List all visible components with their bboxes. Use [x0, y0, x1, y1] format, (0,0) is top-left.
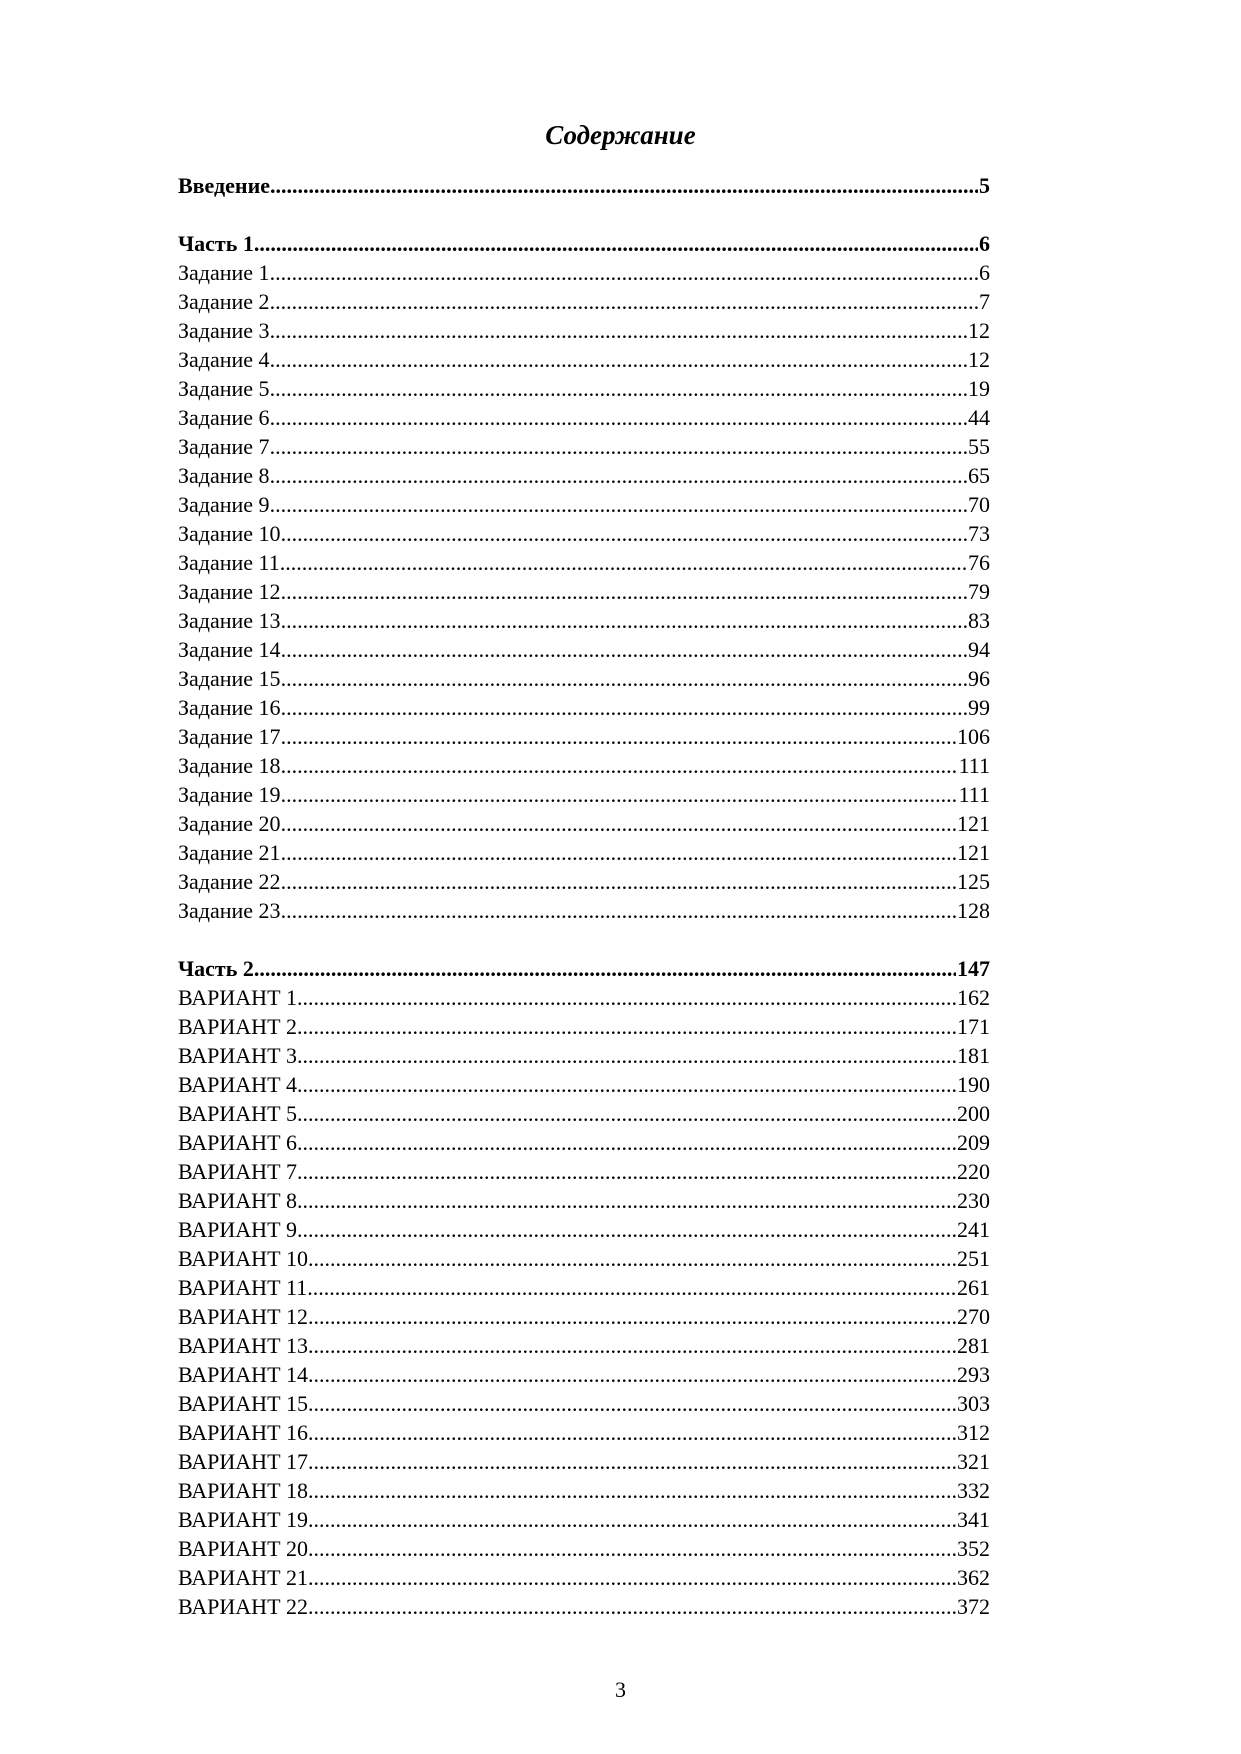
toc-entry-label: Задание 14 — [178, 637, 281, 662]
toc-entry-variant[interactable] — [178, 1099, 990, 1128]
toc-entry-variant[interactable] — [178, 1302, 990, 1331]
toc-entry-task[interactable] — [178, 751, 990, 780]
toc-entry-label: Задание 11 — [178, 550, 280, 575]
toc-entry-page: 65 — [968, 463, 990, 488]
dot-leader — [308, 1534, 956, 1563]
toc-entry-label: ВАРИАНТ 22 — [178, 1594, 309, 1619]
toc-entry-label: ВАРИАНТ 6 — [178, 1130, 298, 1155]
toc-entry-page: 147 — [957, 956, 990, 981]
toc-entry-page: 181 — [957, 1043, 990, 1068]
dot-leader — [270, 490, 967, 519]
dot-leader — [297, 1128, 956, 1157]
dot-leader — [308, 1563, 956, 1592]
toc-entry-label: Задание 21 — [178, 840, 281, 865]
toc-entry-task[interactable] — [178, 548, 990, 577]
toc-entry-label: ВАРИАНТ 5 — [178, 1101, 298, 1126]
toc-entry-label: ВАРИАНТ 20 — [178, 1536, 309, 1561]
toc-entry-page: 209 — [957, 1130, 990, 1155]
toc-entry-label: Задание 23 — [178, 898, 281, 923]
dot-leader — [297, 1157, 956, 1186]
toc-entry-page: 19 — [968, 376, 990, 401]
toc-entry-page: 321 — [957, 1449, 990, 1474]
toc-entry-variant[interactable] — [178, 1157, 990, 1186]
dot-leader — [270, 432, 967, 461]
dot-leader — [308, 1389, 956, 1418]
dot-leader — [308, 1592, 956, 1621]
toc-entry-label: Часть 2 — [178, 956, 254, 981]
toc-entry-variant[interactable] — [178, 1360, 990, 1389]
toc-entry-label: ВАРИАНТ 7 — [178, 1159, 298, 1184]
toc-entry-task[interactable] — [178, 519, 990, 548]
toc-entry-page: 99 — [968, 695, 990, 720]
toc-entry-task[interactable] — [178, 316, 990, 345]
toc-entry-label: ВАРИАНТ 9 — [178, 1217, 298, 1242]
dot-leader — [308, 1360, 956, 1389]
toc-entry-label: Задание 2 — [178, 289, 270, 314]
toc-entry-page: 73 — [968, 521, 990, 546]
toc-entry-label: ВАРИАНТ 17 — [178, 1449, 309, 1474]
toc-entry-task[interactable] — [178, 664, 990, 693]
toc-entry-variant[interactable] — [178, 983, 990, 1012]
toc-entry-label: Часть 1 — [178, 231, 254, 256]
toc-entry-label: Задание 12 — [178, 579, 281, 604]
toc-entry-task[interactable] — [178, 374, 990, 403]
toc-entry-label: ВАРИАНТ 16 — [178, 1420, 309, 1445]
toc-entry-page: 293 — [957, 1362, 990, 1387]
toc-entry-page: 121 — [957, 811, 990, 836]
dot-leader — [281, 722, 956, 751]
dot-leader — [281, 780, 958, 809]
toc-entry-label: ВАРИАНТ 13 — [178, 1333, 309, 1358]
toc-entry-page: 241 — [957, 1217, 990, 1242]
toc-heading-part-2[interactable] — [178, 954, 990, 983]
toc-entry-task[interactable] — [178, 867, 990, 896]
dot-leader — [281, 664, 967, 693]
dot-leader — [281, 577, 967, 606]
toc-entry-label: ВАРИАНТ 2 — [178, 1014, 298, 1039]
toc-entry-page: 83 — [968, 608, 990, 633]
toc-entry-label: ВАРИАНТ 4 — [178, 1072, 298, 1097]
toc-entry-page: 190 — [957, 1072, 990, 1097]
dot-leader — [281, 519, 967, 548]
dot-leader — [270, 258, 978, 287]
toc-entry-label: ВАРИАНТ 1 — [178, 985, 298, 1010]
toc-entry-page: 270 — [957, 1304, 990, 1329]
dot-leader — [270, 403, 967, 432]
dot-leader — [281, 635, 967, 664]
toc-entry-label: Задание 15 — [178, 666, 281, 691]
dot-leader — [254, 229, 978, 258]
toc-heading-part-1[interactable] — [178, 229, 990, 258]
toc-entry-label: Задание 18 — [178, 753, 281, 778]
toc-entry-variant[interactable] — [178, 1012, 990, 1041]
dot-leader — [308, 1505, 956, 1534]
toc-entry-page: 251 — [957, 1246, 990, 1271]
dot-leader — [281, 809, 956, 838]
toc-entry-page: 12 — [968, 318, 990, 343]
dot-leader — [307, 1273, 956, 1302]
toc-entry-label: ВАРИАНТ 11 — [178, 1275, 308, 1300]
toc-list-part-2 — [178, 983, 990, 1621]
toc-entry-page: 125 — [957, 869, 990, 894]
toc-entry-page: 96 — [968, 666, 990, 691]
toc-entry-task[interactable] — [178, 780, 990, 809]
dot-leader — [270, 374, 967, 403]
toc-entry-label: ВАРИАНТ 14 — [178, 1362, 309, 1387]
dot-leader — [297, 1070, 956, 1099]
toc-entry-task[interactable] — [178, 606, 990, 635]
toc-entry-task[interactable] — [178, 809, 990, 838]
toc-entry-variant[interactable] — [178, 1215, 990, 1244]
dot-leader — [270, 461, 967, 490]
toc-entry-label: ВАРИАНТ 21 — [178, 1565, 309, 1590]
toc-entry-page: 70 — [968, 492, 990, 517]
toc-entry-page: 12 — [968, 347, 990, 372]
toc-entry-page: 111 — [958, 782, 990, 807]
dot-leader — [308, 1331, 956, 1360]
toc-entry-page: 76 — [968, 550, 990, 575]
toc-entry-page: 372 — [957, 1594, 990, 1619]
toc-entry-label: Задание 6 — [178, 405, 270, 430]
toc-entry-variant[interactable] — [178, 1244, 990, 1273]
toc-entry-page: 7 — [979, 289, 990, 314]
toc-entry-task[interactable] — [178, 287, 990, 316]
dot-leader — [270, 345, 967, 374]
toc-entry-label: Задание 19 — [178, 782, 281, 807]
toc-entry-page: 128 — [957, 898, 990, 923]
toc-entry-page: 332 — [957, 1478, 990, 1503]
dot-leader — [308, 1244, 956, 1273]
toc-entry-task[interactable] — [178, 403, 990, 432]
toc-entry-label: Задание 7 — [178, 434, 270, 459]
dot-leader — [270, 316, 967, 345]
dot-leader — [297, 1041, 956, 1070]
toc-entry-variant[interactable] — [178, 1070, 990, 1099]
toc-entry-task[interactable] — [178, 345, 990, 374]
dot-leader — [281, 693, 967, 722]
page-title: Содержание — [545, 120, 696, 150]
toc-entry-task[interactable] — [178, 722, 990, 751]
toc-entry-label: Задание 4 — [178, 347, 270, 372]
dot-leader — [281, 838, 956, 867]
dot-leader — [297, 1012, 956, 1041]
toc-entry-label: ВАРИАНТ 8 — [178, 1188, 298, 1213]
toc-entry-intro[interactable] — [178, 171, 990, 200]
toc-entry-variant[interactable] — [178, 1418, 990, 1447]
toc-entry-label: ВАРИАНТ 12 — [178, 1304, 309, 1329]
toc-entry-page: 121 — [957, 840, 990, 865]
toc-entry-page: 281 — [957, 1333, 990, 1358]
toc-entry-task[interactable] — [178, 432, 990, 461]
toc-entry-label: Задание 20 — [178, 811, 281, 836]
toc-entry-label: Задание 8 — [178, 463, 270, 488]
toc-entry-page: 312 — [957, 1420, 990, 1445]
toc-entry-label: Задание 1 — [178, 260, 270, 285]
toc-entry-task[interactable] — [178, 896, 990, 925]
toc-entry-page: 200 — [957, 1101, 990, 1126]
dot-leader — [297, 1099, 956, 1128]
dot-leader — [297, 983, 956, 1012]
toc-entry-page: 362 — [957, 1565, 990, 1590]
toc-entry-task[interactable] — [178, 838, 990, 867]
toc-entry-variant[interactable] — [178, 1447, 990, 1476]
toc-entry-task[interactable] — [178, 461, 990, 490]
toc-entry-label: Задание 17 — [178, 724, 281, 749]
toc-entry-task[interactable] — [178, 577, 990, 606]
dot-leader — [308, 1302, 956, 1331]
toc-entry-page: 171 — [957, 1014, 990, 1039]
toc-entry-label: Задание 16 — [178, 695, 281, 720]
toc-entry-variant[interactable] — [178, 1041, 990, 1070]
toc-entry-label: Задание 5 — [178, 376, 270, 401]
toc-entry-task[interactable] — [178, 693, 990, 722]
toc-entry-variant[interactable] — [178, 1592, 990, 1621]
toc-entry-label: Задание 3 — [178, 318, 270, 343]
toc-entry-variant[interactable] — [178, 1331, 990, 1360]
dot-leader — [297, 1186, 956, 1215]
toc-entry-variant[interactable] — [178, 1389, 990, 1418]
toc-entry-label: ВАРИАНТ 18 — [178, 1478, 309, 1503]
toc-entry-task[interactable] — [178, 258, 990, 287]
toc-entry-page: 303 — [957, 1391, 990, 1416]
dot-leader — [297, 1215, 956, 1244]
toc-entry-page: 79 — [968, 579, 990, 604]
toc-entry-label: Введение — [178, 173, 271, 198]
toc-entry-page: 220 — [957, 1159, 990, 1184]
toc-entry-variant[interactable] — [178, 1505, 990, 1534]
toc-entry-page: 5 — [979, 173, 990, 198]
dot-leader — [280, 548, 967, 577]
dot-leader — [270, 171, 978, 200]
toc-entry-variant[interactable] — [178, 1563, 990, 1592]
toc-entry-label: ВАРИАНТ 15 — [178, 1391, 309, 1416]
toc-entry-label: Задание 10 — [178, 521, 281, 546]
toc-entry-label: Задание 13 — [178, 608, 281, 633]
toc-entry-task[interactable] — [178, 635, 990, 664]
toc-entry-page: 106 — [957, 724, 990, 749]
toc-entry-page: 230 — [957, 1188, 990, 1213]
table-of-contents — [178, 171, 990, 1621]
toc-entry-page: 94 — [968, 637, 990, 662]
toc-entry-label: ВАРИАНТ 19 — [178, 1507, 309, 1532]
dot-leader — [281, 751, 958, 780]
toc-entry-page: 261 — [957, 1275, 990, 1300]
page-number: 3 — [615, 1677, 626, 1702]
toc-entry-label: ВАРИАНТ 3 — [178, 1043, 298, 1068]
dot-leader — [308, 1418, 956, 1447]
dot-leader — [281, 867, 956, 896]
toc-entry-label: ВАРИАНТ 10 — [178, 1246, 309, 1271]
toc-entry-page: 111 — [958, 753, 990, 778]
dot-leader — [254, 954, 956, 983]
toc-entry-page: 352 — [957, 1536, 990, 1561]
toc-entry-variant[interactable] — [178, 1186, 990, 1215]
toc-entry-page: 6 — [979, 260, 990, 285]
toc-list-part-1 — [178, 258, 990, 925]
toc-entry-variant[interactable] — [178, 1128, 990, 1157]
toc-entry-variant[interactable] — [178, 1476, 990, 1505]
toc-entry-task[interactable] — [178, 490, 990, 519]
toc-entry-variant[interactable] — [178, 1273, 990, 1302]
toc-entry-page: 55 — [968, 434, 990, 459]
dot-leader — [281, 606, 967, 635]
toc-entry-page: 44 — [968, 405, 990, 430]
dot-leader — [270, 287, 978, 316]
toc-entry-page: 6 — [979, 231, 990, 256]
dot-leader — [308, 1447, 956, 1476]
dot-leader — [281, 896, 956, 925]
dot-leader — [308, 1476, 956, 1505]
toc-entry-page: 162 — [957, 985, 990, 1010]
toc-entry-variant[interactable] — [178, 1534, 990, 1563]
toc-entry-page: 341 — [957, 1507, 990, 1532]
toc-entry-label: Задание 9 — [178, 492, 270, 517]
toc-entry-label: Задание 22 — [178, 869, 281, 894]
